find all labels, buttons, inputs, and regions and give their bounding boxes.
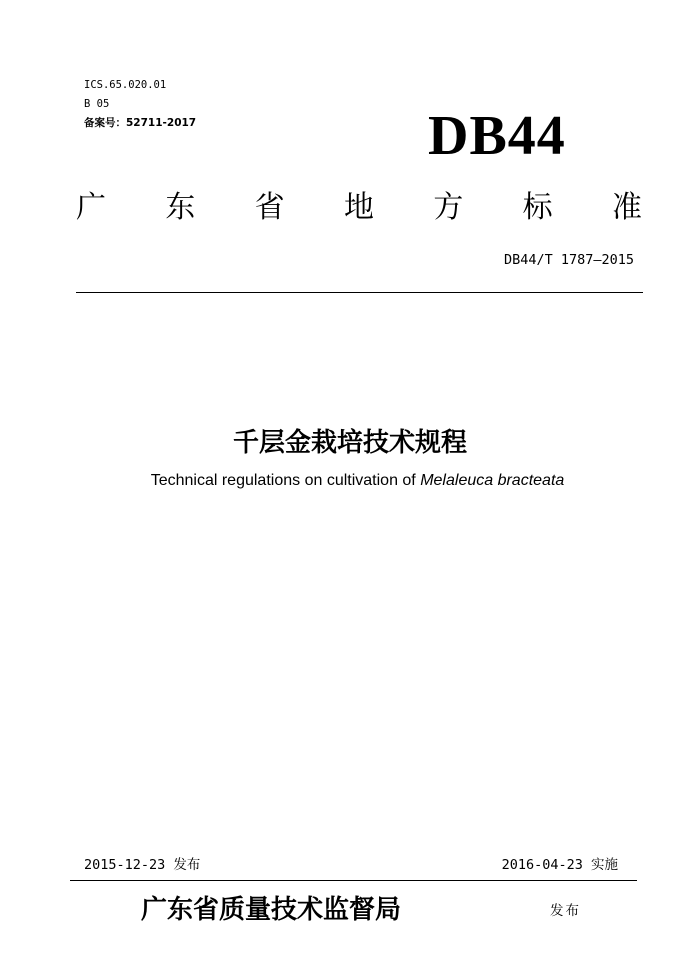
standard-type-char: 省 xyxy=(254,190,285,225)
standard-type-char: 东 xyxy=(165,190,196,225)
document-title-english xyxy=(0,472,700,490)
implementation-date: 2016-04-23 实施 xyxy=(501,857,618,873)
standard-type-char: 标 xyxy=(522,190,553,225)
ccs-code: B 05 xyxy=(84,98,110,110)
standard-type-char: 方 xyxy=(433,190,464,225)
standard-type-char: 地 xyxy=(343,190,374,225)
standard-code: DB44/T 1787—2015 xyxy=(503,252,634,268)
issuing-authority: 广东省质量技术监督局 xyxy=(141,895,402,925)
document-title-chinese: 千层金栽培技术规程 xyxy=(232,428,467,458)
english-title-text: Technical regulations on cultivation of xyxy=(150,472,421,489)
species-name: Melaleuca bracteata xyxy=(420,472,565,489)
issue-label: 发布 xyxy=(550,903,581,919)
standard-type-char: 广 xyxy=(76,190,106,225)
standard-type-char: 准 xyxy=(611,190,642,225)
classification-block xyxy=(84,76,196,133)
db44-logo: DB44 xyxy=(428,105,566,167)
header-divider xyxy=(76,292,643,293)
record-number: 备案号：52711-2017 xyxy=(84,117,197,129)
standard-type-title xyxy=(76,182,642,226)
publish-date: 2015-12-23 发布 xyxy=(84,857,201,873)
ics-code: ICS.65.020.01 xyxy=(84,79,167,91)
footer-divider xyxy=(70,880,637,881)
